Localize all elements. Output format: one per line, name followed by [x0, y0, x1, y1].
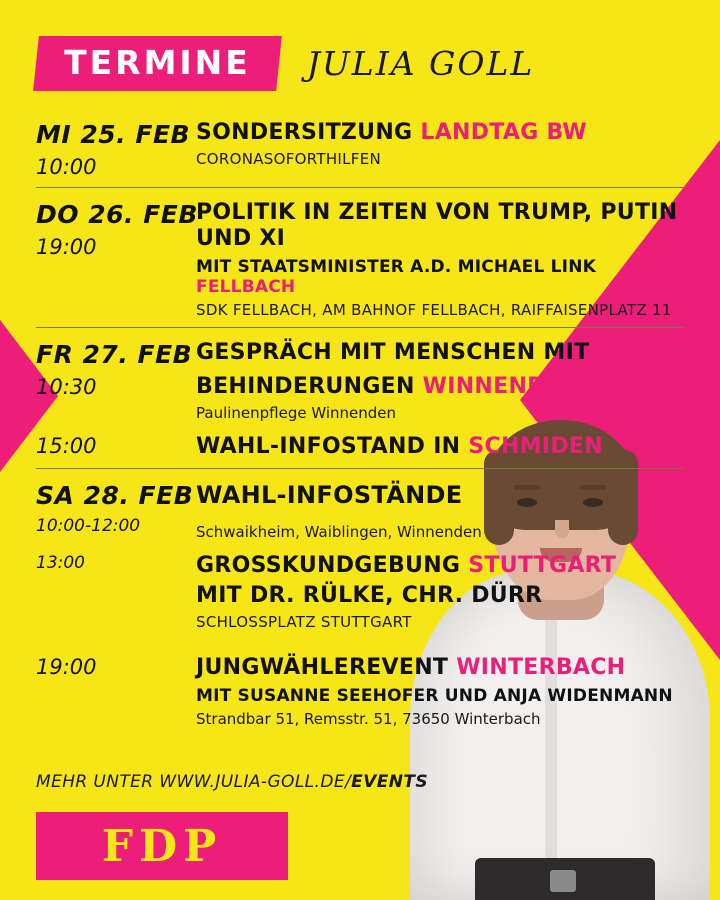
event-item — [36, 118, 684, 188]
event-subevent-title-highlight: STUTTGART — [468, 553, 617, 579]
event-subtitle-text: MIT STAATSMINISTER A.D. MICHAEL LINK — [196, 256, 597, 277]
event-subevent-title — [196, 655, 684, 681]
events-list — [36, 118, 684, 736]
event-detail: SDK FELLBACH, AM BAHNOF FELLBACH, RAIFFAISENPLATZ 11 — [196, 300, 672, 319]
event-subevent-title-highlight: SCHMIDEN — [468, 433, 603, 459]
event-subevent-title-highlight: WINTERBACH — [456, 654, 626, 680]
fdp-logo-label: FDP — [101, 820, 223, 872]
event-title-line2 — [196, 374, 684, 400]
footer-url — [36, 772, 428, 792]
event-subevent-detail: Strandbar 51, Remsstr. 51, 73650 Winterbach — [196, 709, 541, 728]
event-subevent-subtitle: MIT SUSANNE SEEHOFER UND ANJA WIDENMANN — [196, 685, 673, 706]
event-date: DO 26. FEB — [36, 200, 198, 229]
event-date-column — [36, 198, 196, 259]
footer-url-suffix: EVENTS — [351, 772, 428, 792]
event-time: 10:30 — [36, 374, 97, 399]
event-title-text: BEHINDERUNGEN — [196, 373, 423, 399]
event-subtitle — [196, 257, 684, 297]
event-title-highlight: LANDTAG BW — [420, 120, 587, 145]
event-date-column — [36, 118, 196, 179]
event-date: MI 25. FEB — [36, 120, 191, 149]
termine-badge-label: TERMINE — [64, 43, 251, 82]
event-info-column — [196, 479, 684, 541]
event-subevent-time: 19:00 — [36, 654, 97, 679]
event-subevent-info — [196, 653, 684, 728]
poster-header — [36, 36, 534, 91]
event-title-line1: GESPRÄCH MIT MENSCHEN MIT — [196, 339, 590, 365]
event-subevent-title-text: JUNGWÄHLEREVENT — [196, 654, 457, 680]
event-time: 10:00-12:00 — [36, 515, 141, 536]
event-detail: Paulinenpflege Winnenden — [196, 403, 397, 422]
event-item — [36, 338, 684, 469]
event-subevent — [36, 551, 684, 631]
event-subevent-title-text: WAHL-INFOSTAND IN — [196, 433, 469, 459]
event-info-column — [196, 198, 684, 319]
event-title — [196, 120, 684, 146]
event-subevent-time: 15:00 — [36, 433, 97, 458]
event-subevent-time-column — [36, 551, 196, 573]
footer-url-prefix: MEHR UNTER WWW.JULIA-GOLL.DE/ — [36, 772, 352, 792]
event-item — [36, 198, 684, 328]
event-date-column — [36, 479, 196, 536]
event-subevent-time: 13:00 — [36, 553, 85, 574]
event-time: 10:00 — [36, 155, 97, 179]
event-subevent-info — [196, 551, 684, 631]
event-title: POLITIK IN ZEITEN VON TRUMP, PUTIN UND XI — [196, 200, 678, 251]
event-subevent-time-column — [36, 653, 196, 679]
event-info-column — [196, 338, 684, 422]
event-time: 19:00 — [36, 235, 97, 259]
event-date: FR 27. FEB — [36, 339, 193, 369]
event-subevent-title — [196, 553, 684, 579]
event-date-column — [36, 338, 196, 399]
event-subevent-time-column — [36, 432, 196, 458]
event-subevent-title — [196, 434, 684, 460]
event-title-highlight: WINNENDEN — [422, 373, 580, 399]
event-date: SA 28. FEB — [36, 480, 194, 510]
event-subevent-title-text: GROSSKUNDGEBUNG — [196, 553, 469, 579]
event-item — [36, 479, 684, 736]
event-subevent — [36, 653, 684, 728]
fdp-logo — [36, 812, 288, 880]
event-subevent-detail: SCHLOSSPLATZ STUTTGART — [196, 612, 412, 631]
event-subevent-info — [196, 432, 684, 460]
event-detail: CORONASOFORTHILFEN — [196, 149, 382, 168]
termine-badge — [33, 36, 282, 91]
event-info-column — [196, 118, 684, 168]
event-detail: Schwaikheim, Waiblingen, Winnenden — [196, 523, 482, 542]
event-subevent — [36, 432, 684, 460]
event-subtitle-highlight: FELLBACH — [196, 276, 296, 297]
event-title-text: SONDERSITZUNG — [196, 120, 421, 145]
event-title: WAHL-INFOSTÄNDE — [196, 480, 463, 509]
event-subevent-subtitle: MIT DR. RÜLKE, CHR. DÜRR — [196, 583, 543, 609]
page-title: JULIA GOLL — [306, 44, 535, 83]
